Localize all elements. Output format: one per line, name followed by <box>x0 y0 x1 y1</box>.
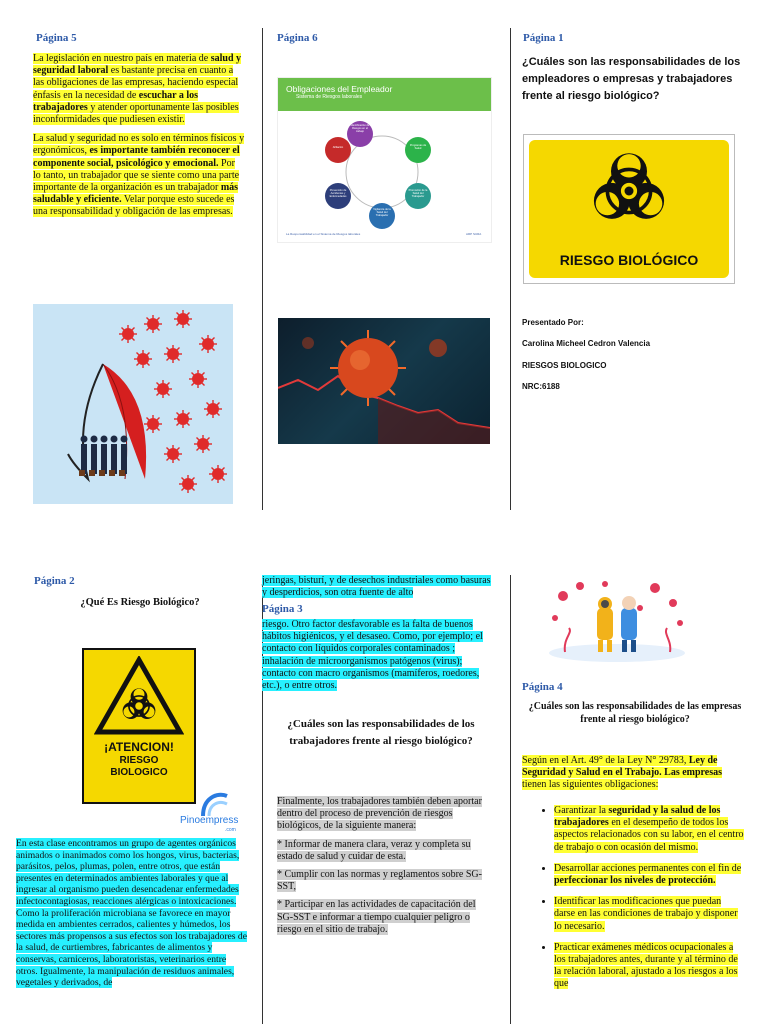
cycle-node-1: Identificación de Riesgos en el trabajo <box>350 124 370 133</box>
sign-label: RIESGO BIOLÓGICO <box>559 252 699 268</box>
cycle-node-3: Promoción de la Salud del Trabajador <box>408 189 428 198</box>
course-name: RIESGOS BIOLOGICO <box>522 361 607 370</box>
presented-by: Presentado Por: <box>522 318 584 327</box>
sign-plate <box>529 140 729 278</box>
cycle-node-5: Prevención de Accidentes y Enfermedades <box>329 189 347 198</box>
divider-1 <box>262 28 263 510</box>
employer-obligations-slide <box>278 78 491 242</box>
attention-line-1: ¡ATENCION! <box>104 740 174 754</box>
slide-footer-left: La Responsabilidad en el Sistema de Riesgos laborales <box>286 232 361 236</box>
attention-line-3: BIOLOGICO <box>110 767 168 778</box>
umbrella-illustration <box>33 304 233 504</box>
obligation-item-1: • Garantizar la seguridad y la salud de los trabajadores en el desempeño de todos los aspectos relacionados con su labor, en el centro de trabajo o con ocasión del mismo. <box>554 805 744 854</box>
page-4-obligations-list <box>522 805 744 1000</box>
page-2-title: ¿Qué Es Riesgo Biológico? <box>80 597 200 608</box>
slide-title: Obligaciones del Empleador <box>286 84 393 94</box>
warning-triangle-icon <box>94 656 184 736</box>
page-3-list: Finalmente, los trabajadores también deben aportar dentro del proceso de prevención de riesgos biológicos, de la siguiente manera: * Informar de manera clara, veraz y completa su estado de salud y cuidar de esta. * Cumplir con las normas y reglamentos sobre SG-SST, * Participar en las actividades de capacitación del SG-SST e informar a tiempo cualquier peligro o riesgo en el sitio de trabajo. <box>277 796 482 935</box>
page-1-question: ¿Cuáles son las responsabilidades de los empleadores o empresas y trabajadores frente al riesgo biológico? <box>522 56 741 102</box>
cycle-node-4: Vigilancia de la Salud del Trabajador <box>373 208 391 217</box>
slide-footer-right: ARP SURA <box>466 232 482 236</box>
virus-photo <box>278 318 490 444</box>
virus-illustration <box>278 318 490 444</box>
hazmat-illustration <box>545 578 690 663</box>
author-name: Carolina Micheel Cedron Valencia <box>522 339 651 348</box>
page-6-label: Página 6 <box>277 32 318 44</box>
page-4-intro: Según en el Art. 49° de la Ley N° 29783, Ley de Seguridad y Salud en el Trabajo. Las empresas tienen las siguientes obligaciones: <box>522 755 723 791</box>
page-5-text: La legislación en nuestro país en materia de salud y seguridad laboral es bastante precisa en cuanto a las obligaciones de las empresas, haciendo especial énfasis en la necesidad de escuchar a los trabajadores y atender oportunamente las posibles inconformidades que pudiesen existir. La salud y seguridad no es solo en términos físicos y ergonómicos, es importante también reconocer el componente social, psicológico y emocional. Por lo tanto, un trabajador que se siente como una parte importante de la organización es un trabajador más saludable y eficiente. Velar porque esto sucede es una responsabilidad y obligación de las empresas. <box>33 53 245 218</box>
divider-4 <box>510 575 511 1024</box>
cycle-node-6: Afiliación <box>332 146 344 149</box>
attention-line-2: RIESGO <box>119 755 159 766</box>
attention-plate <box>82 648 196 804</box>
obligation-item-2: • Desarrollar acciones permanentes con el fin de perfeccionar los niveles de protección. <box>554 863 744 887</box>
page-2-label: Página 2 <box>34 575 75 587</box>
biohazard-sign <box>523 134 735 284</box>
page-3-question: ¿Cuáles son las responsabilidades de los trabajadores frente al riesgo biológico? <box>287 718 475 747</box>
obligation-item-3: • Identificar las modificaciones que puedan darse en las condiciones de trabajo y disponer lo necesario. <box>554 896 744 933</box>
nrc-code: NRC:6188 <box>522 382 560 391</box>
biohazard-icon <box>584 146 674 236</box>
cycle-node-2: Programas de Salud <box>409 144 427 150</box>
divider-2 <box>510 28 511 510</box>
pinoempress-domain: .com <box>225 827 236 833</box>
slide-header <box>278 78 491 111</box>
page-1-label: Página 1 <box>523 32 564 44</box>
page-3-cont-text: riesgo. Otro factor desfavorable es la falta de buenos hábitos higiénicos, y el desaseo. Como, por ejemplo; el contacto con líquidos corporales contaminados ; inhalación de microorganismos patógenos (virus); contacto con macro organismos (mamíferos, roedores, etc.), o entre otros. <box>262 619 483 692</box>
attention-sign <box>80 646 200 828</box>
page-5-label: Página 5 <box>36 32 77 44</box>
pinoempress-brand: Pinoempress <box>180 815 239 826</box>
page-2-body: En esta clase encontramos un grupo de agentes orgánicos animados o inanimados como los hongos, virus, bacterias, parásitos, pelos, plumas, polen, entre otros, que están presentes en determinados ambientes laborales y que al ingresar al organismo pueden desencadenar enfermedades infectocontagiosas, reacciones alérgicas o intoxicaciones. Como la proliferación microbiana se favorece en mayor medida en ambientes cerrados, calientes y húmedos, los sectores más propensos a sus efectos son los trabajadores de la salud, de curtiembres, fabricantes de alimentos y conservas, carniceros, laboratoristas, veterinarios entre otros. Igualmente, la manipulación de residuos animales, vegetales y derivados, de <box>16 838 247 989</box>
slide-subtitle: Sistema de Riesgos laborales <box>296 94 363 100</box>
hazmat-workers-image <box>545 578 690 663</box>
umbrella-protection-image <box>33 304 233 504</box>
page-3-top-text: jeringas, bisturí, y de desechos industriales como basuras y desperdicios, son otra fuente de alto <box>262 575 491 599</box>
page-4-label: Página 4 <box>522 681 563 693</box>
page-3-label: Página 3 <box>262 603 303 615</box>
page-4-question: ¿Cuáles son las responsabilidades de las empresas frente al riesgo biológico? <box>528 701 742 725</box>
obligation-item-4: • Practicar exámenes médicos ocupacionales a los trabajadores antes, durante y al término de la relación laboral, ajustado a los riesgos a los que <box>554 942 744 991</box>
